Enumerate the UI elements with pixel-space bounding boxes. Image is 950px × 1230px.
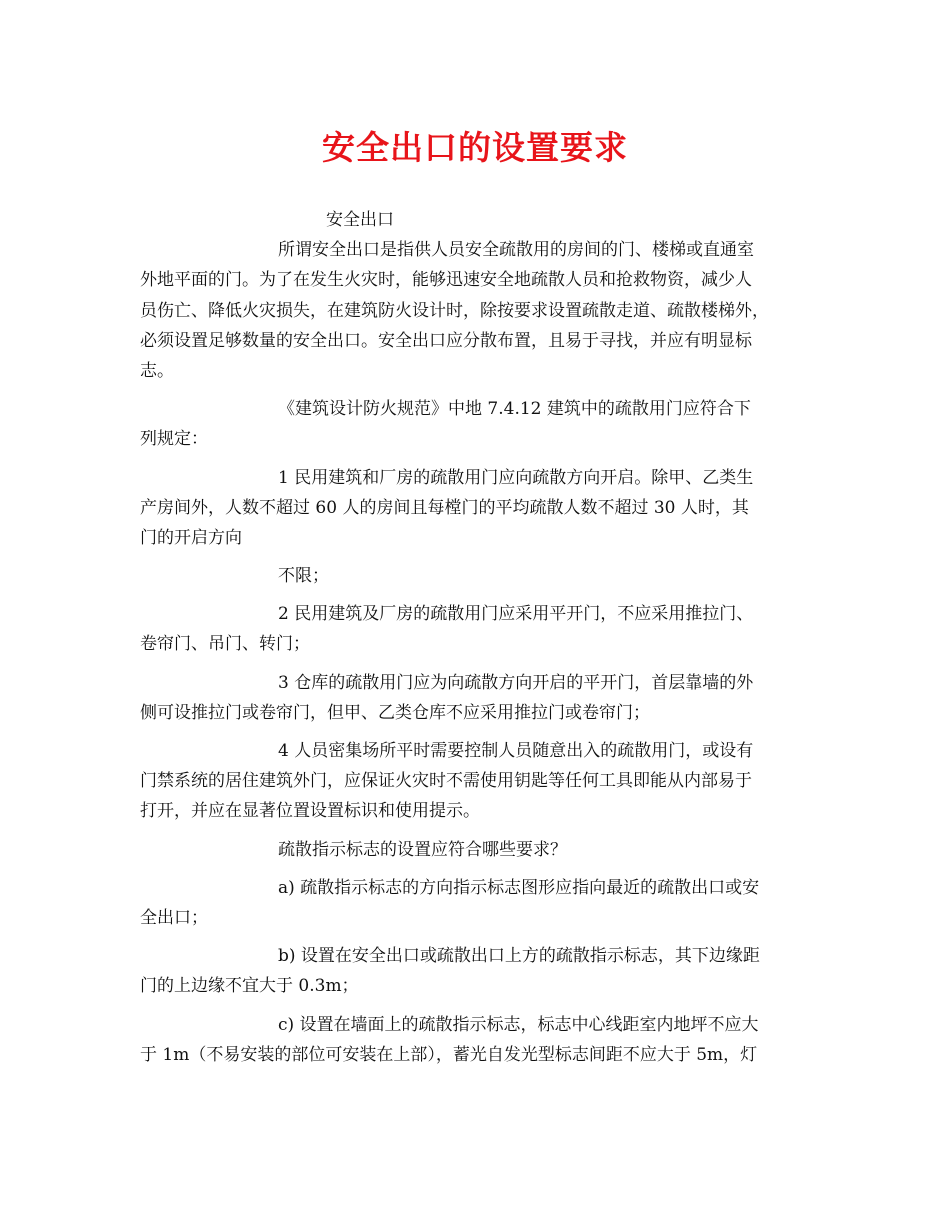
text-line: 于 1m（不易安装的部位可安装在上部），蓄光自发光型标志间距不应大于 5m，灯 <box>140 1044 758 1065</box>
text-line: 1 民用建筑和厂房的疏散用门应向疏散方向开启。除甲、乙类生 <box>278 467 754 488</box>
text-line: 门的上边缘不宜大于 0.3m； <box>140 976 359 997</box>
text-line: 员伤亡、降低火灾损失，在建筑防火设计时，除按要求设置疏散走道、疏散楼梯外， <box>140 300 769 321</box>
text-line: 不限； <box>278 566 329 587</box>
text-line: 《建筑设计防火规范》中地 7.4.12 建筑中的疏散用门应符合下 <box>278 399 751 420</box>
text-line: 2 民用建筑及厂房的疏散用门应采用平开门，不应采用推拉门、 <box>278 604 754 625</box>
text-line: 列规定： <box>140 429 208 450</box>
text-line: 安全出口 <box>326 210 394 230</box>
text-line: 4 人员密集场所平时需要控制人员随意出入的疏散用门，或设有 <box>278 741 754 761</box>
text-line: b) 设置在安全出口或疏散出口上方的疏散指示标志，其下边缘距 <box>278 946 760 967</box>
document-body <box>140 205 815 1070</box>
text-line: c) 设置在墙面上的疏散指示标志，标志中心线距室内地坪不应大 <box>278 1014 759 1035</box>
text-line: 卷帘门、吊门、转门； <box>140 634 310 655</box>
text-line: 门的开启方向 <box>140 527 242 548</box>
text-line: 产房间外，人数不超过 60 人的房间且每樘门的平均疏散人数不超过 30 人时，其 <box>140 497 749 518</box>
text-line: a) 疏散指示标志的方向指示标志图形应指向最近的疏散出口或安 <box>278 877 760 898</box>
text-line: 所谓安全出口是指供人员安全疏散用的房间的门、楼梯或直通室 <box>278 240 754 261</box>
text-line: 3 仓库的疏散用门应为向疏散方向开启的平开门，首层靠墙的外 <box>278 672 754 693</box>
text-line: 疏散指示标志的设置应符合哪些要求？ <box>278 839 567 860</box>
text-line: 全出口； <box>140 907 208 928</box>
text-line: 侧可设推拉门或卷帘门，但甲、乙类仓库不应采用推拉门或卷帘门； <box>140 702 650 723</box>
text-line: 志。 <box>140 360 174 381</box>
text-line: 必须设置足够数量的安全出口。安全出口应分散布置，且易于寻找，并应有明显标 <box>140 330 752 351</box>
document-title: 安全出口的设置要求 <box>322 128 628 167</box>
text-line: 外地平面的门。为了在发生火灾时，能够迅速安全地疏散人员和抢救物资，减少人 <box>140 270 752 291</box>
text-line: 打开，并应在显著位置设置标识和使用提示。 <box>140 801 480 822</box>
text-line: 门禁系统的居住建筑外门，应保证火灾时不需使用钥匙等任何工具即能从内部易于 <box>140 771 752 792</box>
